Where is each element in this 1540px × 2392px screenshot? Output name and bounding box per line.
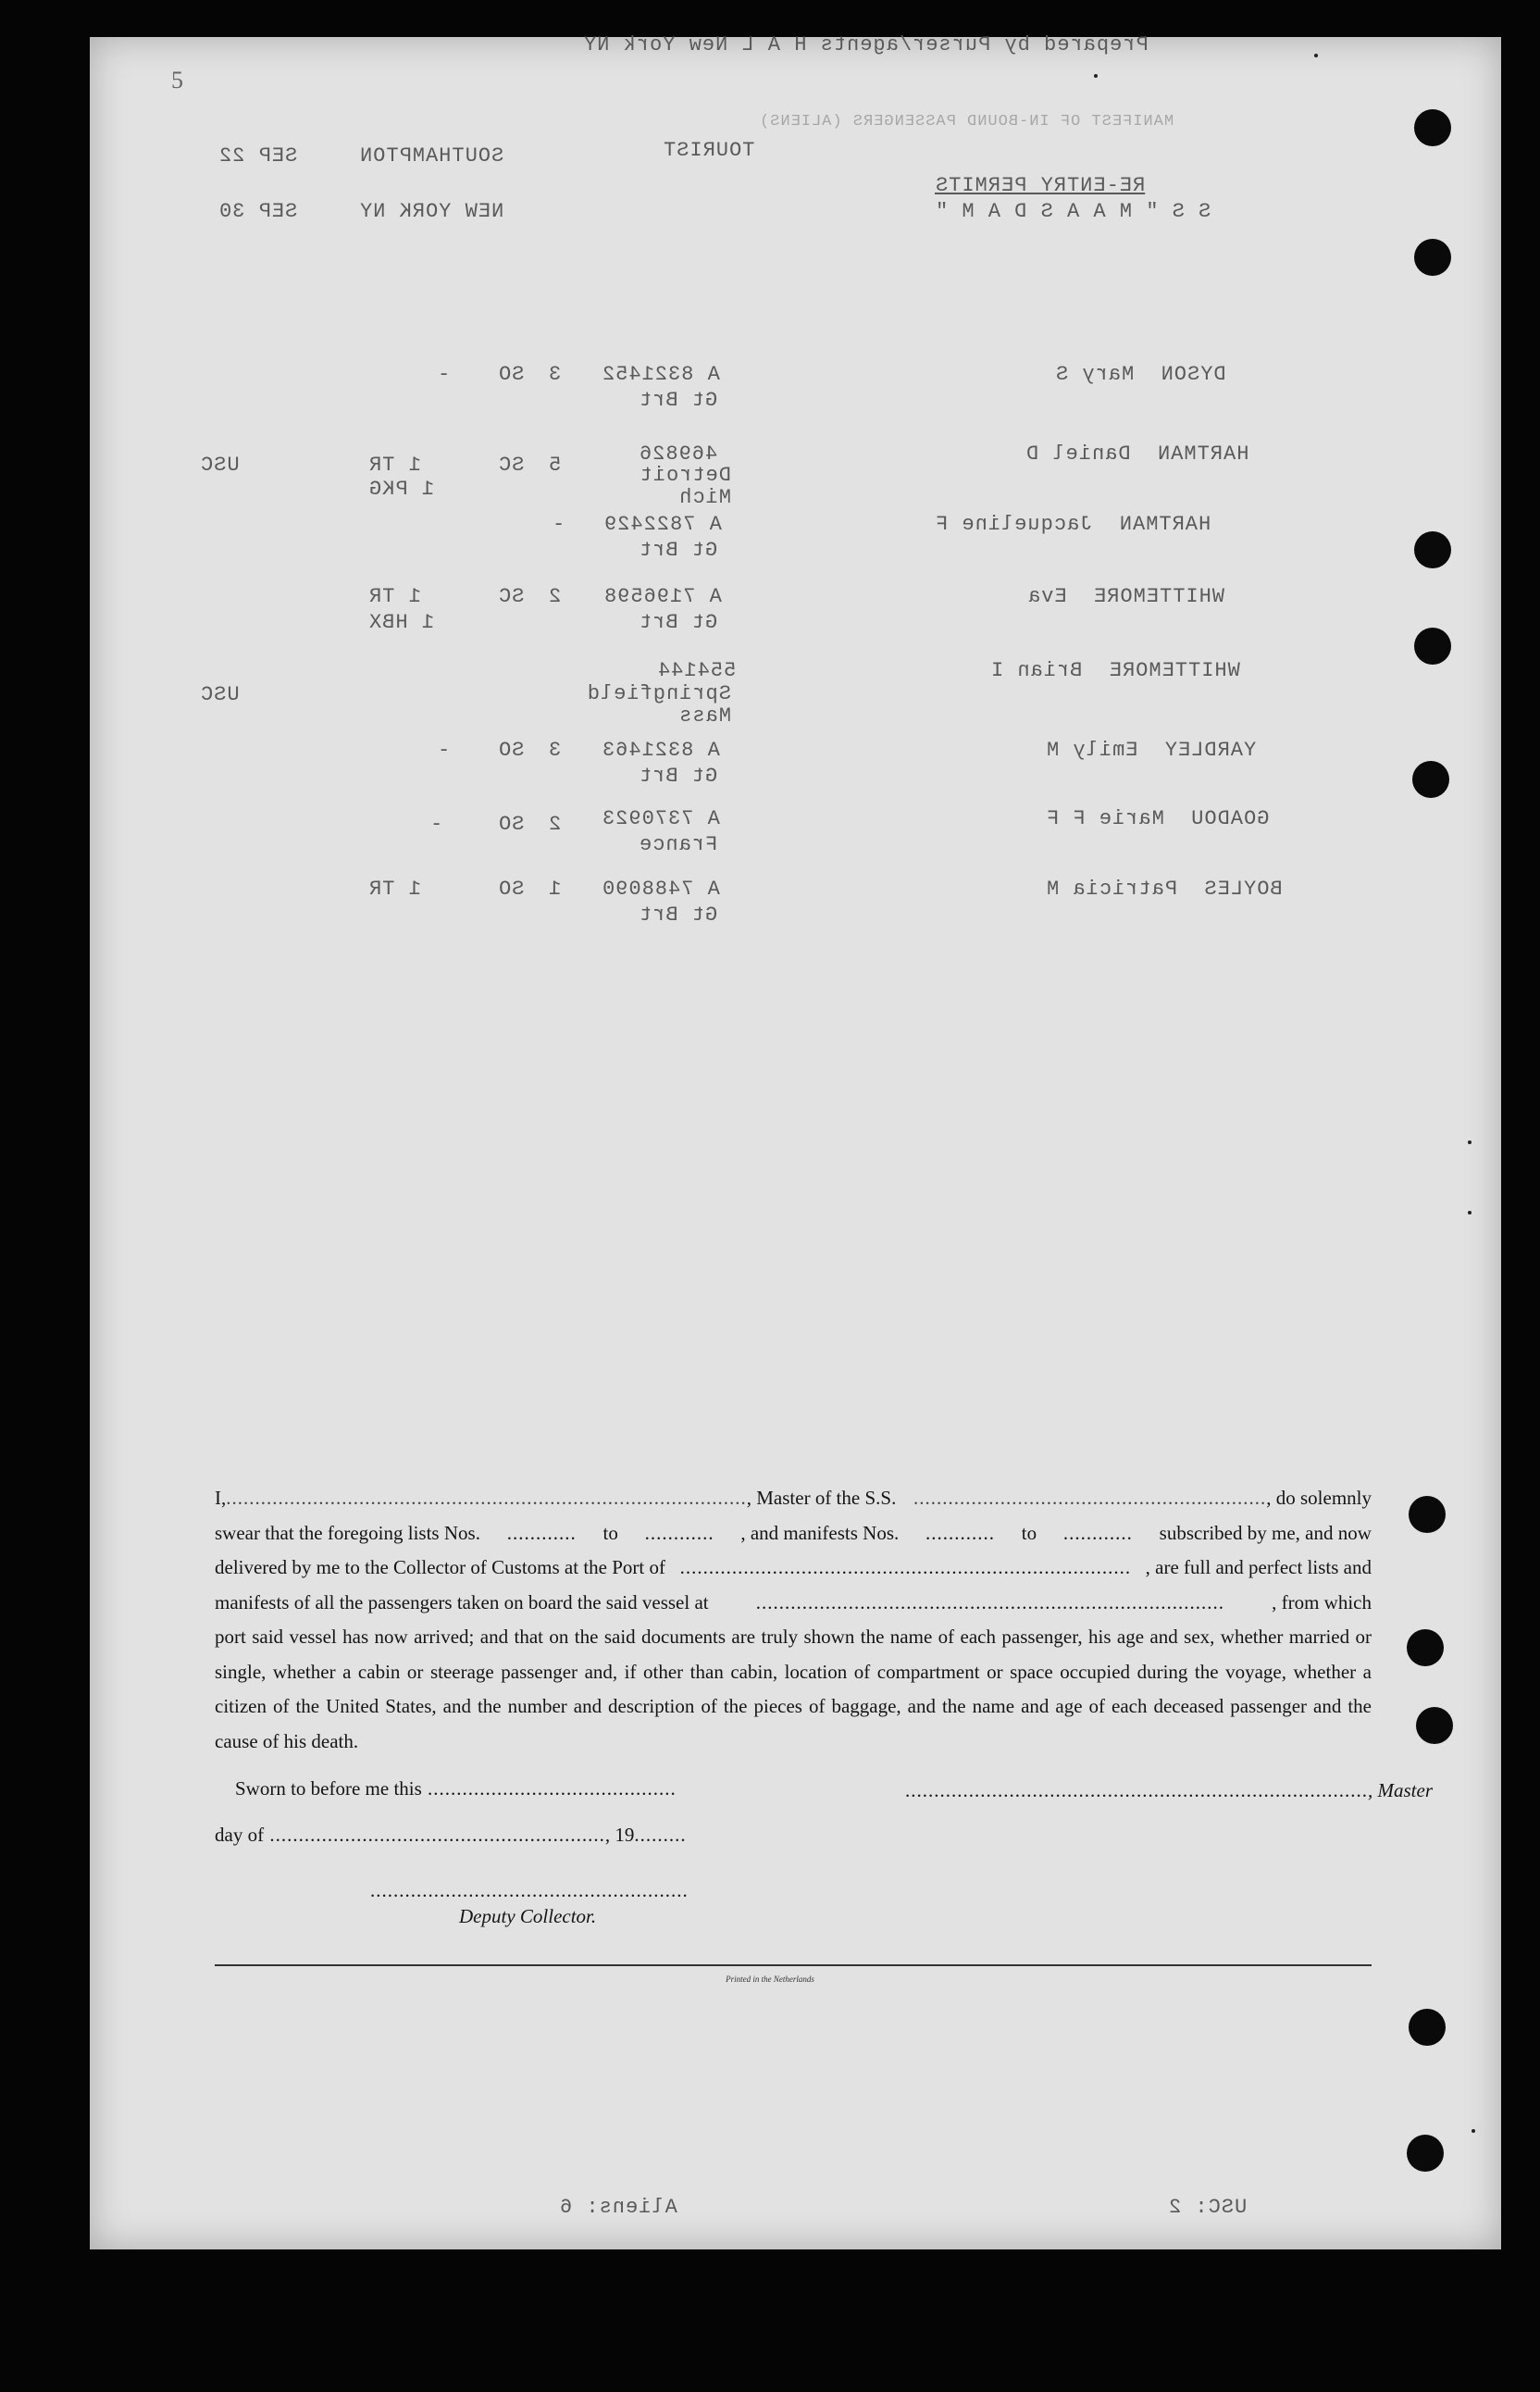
bleed-date-to: SEP 30: [218, 200, 298, 223]
bleed-section: RE-ENTRY PERMITS: [935, 174, 1146, 197]
dust-speck: [1094, 74, 1098, 78]
oath-lists-nos: swear that the foregoing lists Nos.: [215, 1521, 480, 1544]
bleed-name: BOYLES Patricia M: [1046, 878, 1283, 901]
bleed-extra: USC: [200, 454, 240, 477]
punch-hole: [1416, 1707, 1453, 1744]
year-label: , 19: [604, 1824, 635, 1846]
bleed-id: 554144: [657, 659, 737, 682]
bleed-footer-usc: USC: 2: [1168, 2196, 1248, 2219]
sworn-label: Sworn to before me this: [235, 1777, 422, 1800]
punch-hole: [1407, 1629, 1444, 1666]
bleed-mark: -: [437, 363, 451, 386]
bleed-count: 3: [548, 363, 562, 386]
bleed-mark: -: [437, 739, 451, 762]
bleed-count: 2: [548, 813, 562, 836]
oath-from-which: , from which: [1272, 1590, 1372, 1613]
oath-delivered: delivered by me to the Collector of Customs at the Port of: [215, 1556, 665, 1578]
bleed-manifest-title: MANIFEST OF IN-BOUND PASSENGERS (ALIENS): [759, 113, 1174, 131]
bleed-bag: 1 TR: [368, 878, 421, 901]
oath-body: port said vessel has now arrived; and that on the said documents are truly shown the name of each passenger, his age and sex, whether married or single, whether a cabin or steerage passenger and, if other than cabin, location of compartment or space occupied during the voyage, whether a citizen of the United States, and the number and description of the pieces of baggage, and the name and age of each deceased passenger and the cause of his death.: [215, 1626, 1372, 1752]
punch-hole: [1414, 628, 1451, 665]
oath-to: to: [602, 1521, 618, 1544]
bleed-extra: USC: [200, 683, 240, 706]
master-label: , Master: [1368, 1779, 1433, 1801]
bleed-bag: 1 TR: [368, 454, 421, 477]
bleed-sub: Gt Brt: [639, 539, 718, 562]
bleed-sub: Gt Brt: [639, 389, 718, 412]
bleed-date-from: SEP 22: [218, 144, 298, 168]
bleed-id: A 7370923: [602, 807, 720, 830]
bleed-sub: Detroit Mich: [639, 464, 731, 509]
bleed-header-line: Prepared by Purser/agents H A L New York NY: [583, 33, 1149, 56]
bleed-id: A 7196598: [603, 585, 722, 608]
dust-speck: [1472, 2129, 1475, 2133]
oath-manifests-nos: , and manifests Nos.: [740, 1521, 900, 1544]
punch-hole: [1414, 109, 1451, 146]
document-sheet: [90, 37, 1501, 2249]
oath-paragraph: [215, 1481, 1372, 1759]
footer-rule: [215, 1964, 1372, 1966]
oath-solemnly: , do solemnly: [1266, 1487, 1372, 1509]
bleed-class: TOURIST: [663, 139, 755, 162]
bleed-name: WHITTEMORE Brian I: [990, 659, 1240, 682]
oath-to-2: to: [1021, 1521, 1037, 1544]
bleed-code: SO: [498, 878, 525, 901]
bleed-code: SC: [498, 454, 525, 477]
bleed-name: YARDLEY Emily M: [1046, 739, 1257, 762]
day-of-row: day of .........................................................., 19.........: [215, 1824, 687, 1846]
bleed-sub: Springfield Mass: [586, 682, 731, 728]
oath-line-2: swear that the foregoing lists Nos. ............ to ............ , and manifests Nos. ............ to ............ subscribed by me, and now: [215, 1516, 1372, 1551]
bleed-ship: S S " M A A S D A M ": [935, 200, 1211, 223]
bleed-mark: -: [429, 813, 443, 836]
deputy-dots: .......................................................: [370, 1879, 689, 1901]
master-signature-row: ................................................................................, Master: [905, 1779, 1433, 1801]
oath-subscribed: subscribed by me, and now: [1159, 1521, 1372, 1544]
bleed-sub: Gt Brt: [639, 903, 718, 927]
bleed-name: HARTMAN Daniel D: [1025, 442, 1249, 466]
printed-in-netherlands: Printed in the Netherlands: [726, 1975, 814, 1984]
bleed-id: A 7822429: [603, 513, 722, 536]
punch-hole: [1414, 531, 1451, 568]
bleed-id: 469826: [639, 442, 718, 466]
bleed-sub: Gt Brt: [639, 765, 718, 788]
bleed-sub: Gt Brt: [639, 611, 718, 634]
oath-master-of: , Master of the S.S.: [746, 1487, 897, 1509]
bleed-bag2: 1 PKG: [368, 478, 435, 501]
oath-full-perfect: , are full and perfect lists and: [1145, 1556, 1372, 1578]
oath-manifests-of: manifests of all the passengers taken on board the said vessel at: [215, 1590, 709, 1613]
page-number: 5: [171, 67, 183, 93]
punch-hole: [1412, 761, 1449, 798]
bleed-name: HARTMAN Jacqueline F: [935, 513, 1211, 536]
punch-hole: [1409, 1496, 1446, 1533]
bleed-count: 5: [548, 454, 562, 477]
bleed-code: SO: [498, 813, 525, 836]
dust-speck: [1314, 54, 1318, 57]
deputy-collector-label: Deputy Collector.: [459, 1905, 597, 1927]
dust-speck: [1468, 1140, 1472, 1144]
dust-speck: [1468, 1211, 1472, 1215]
bleed-code: SO: [498, 739, 525, 762]
bleed-bag: 1 TR: [368, 585, 421, 608]
bleed-name: GOADOU Marie F F: [1046, 807, 1270, 830]
punch-hole: [1414, 239, 1451, 276]
bleed-count: 1: [548, 878, 562, 901]
bleed-bag2: 1 HBX: [368, 611, 435, 634]
bleed-sub: France: [639, 833, 718, 856]
oath-line-1: I,.........................................................................................., Master of the S.S. ............................................................., do solemnly: [215, 1487, 1372, 1509]
day-of-label: day of: [215, 1824, 265, 1846]
oath-line-4: manifests of all the passengers taken on board the said vessel at ................................................................................. , from which: [215, 1586, 1372, 1621]
bleed-mark: -: [552, 513, 565, 536]
punch-hole: [1409, 2009, 1446, 2046]
sworn-row: Sworn to before me this ...........................................: [235, 1777, 677, 1800]
bleed-name: DYSON Mary S: [1055, 363, 1226, 386]
oath-line-3: delivered by me to the Collector of Customs at the Port of .............................................................................. , are full and perfect lists and: [215, 1551, 1372, 1586]
punch-hole: [1407, 2135, 1444, 2172]
bleed-count: 2: [548, 585, 562, 608]
bleed-id: A 8321463: [602, 739, 720, 762]
bleed-port-from: SOUTHAMPTON: [359, 144, 504, 168]
bleed-id: A 8321452: [602, 363, 720, 386]
oath-i: I,: [215, 1487, 227, 1509]
bleed-id: A 7488090: [602, 878, 720, 901]
bleed-code: SC: [498, 585, 525, 608]
bleed-port-to: NEW YORK NY: [359, 200, 504, 223]
bleed-code: SO: [498, 363, 525, 386]
bleed-footer-aliens: Aliens: 6: [559, 2196, 677, 2219]
bleed-count: 3: [548, 739, 562, 762]
bleed-name: WHITTEMORE Eva: [1027, 585, 1225, 608]
